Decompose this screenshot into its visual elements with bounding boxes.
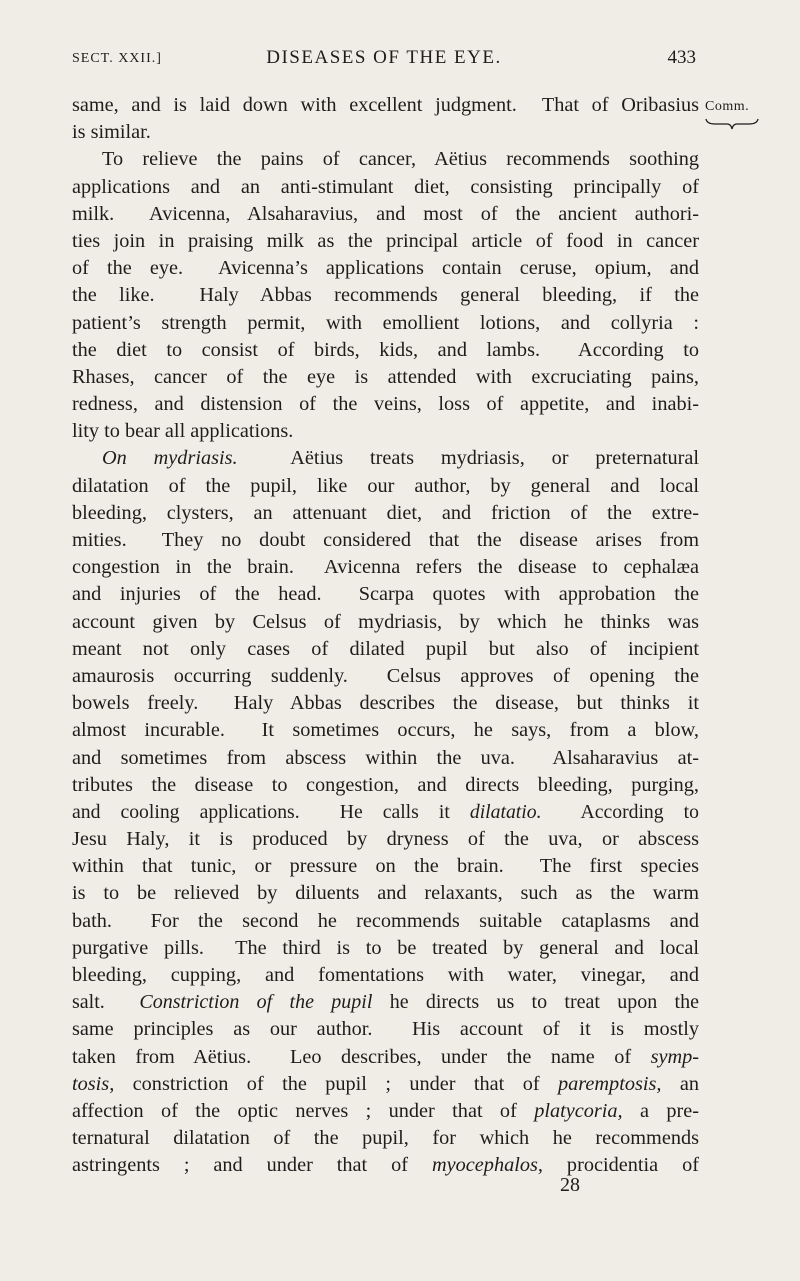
text-line [72,554,699,581]
page-title: DISEASES OF THE EYE. [266,47,502,68]
text-line [72,826,699,853]
text-line [72,908,699,935]
text-line [72,880,699,907]
line-text: applications and an anti-stimulant diet, consisting principally of [72,175,699,198]
text-line [72,690,699,717]
line-text: constriction of the pupil ; under that of [114,1072,558,1095]
text-line [72,853,699,880]
line-text: and cooling applications. He calls it [72,800,470,823]
text-line [72,799,699,826]
text-line [72,500,699,527]
italic-text: paremptosis, [557,1072,662,1095]
line-text: astringents ; and under that of [72,1154,433,1177]
line-text-end: procidentia of [542,1154,699,1177]
line-text: tributes the disease to congestion, and directs bleeding, purging, [72,773,699,796]
line-text: patient’s strength permit, with emollient lotions, and collyria : [72,311,699,334]
line-text: same principles as our author. His account of it is mostly [72,1018,699,1041]
text-line [72,1044,699,1071]
line-text: Rhases, cancer of the eye is attended with excruciating pains, [72,365,699,388]
text-line [72,255,699,282]
text-line [72,935,699,962]
section-label: SECT. XXII.] [72,51,162,66]
text-line [72,92,699,119]
line-text: Aëtius treats mydriasis, or preternatural [237,447,699,470]
line-text: taken from Aëtius. Leo describes, under the name of [72,1045,651,1068]
line-text: ties join in praising milk as the principal article of food in cancer [72,229,699,252]
line-text: is similar. [72,121,151,144]
line-text: congestion in the brain. Avicenna refers the disease to cephalæa [72,556,699,579]
line-text: mities. They no doubt considered that the disease arises from [72,529,699,551]
text-line [72,364,699,391]
line-text: purgative pills. The third is to be treated by general and local [72,936,699,959]
line-text: bleeding, cupping, and fomentations with water, vinegar, and [72,964,699,986]
text-line [72,174,699,201]
text-line [72,337,699,364]
text-line [72,609,699,636]
margin-note: Comm. [705,99,750,114]
text-line [72,146,699,173]
line-text: lity to bear all applications. [72,420,294,443]
brace-icon [705,118,759,130]
italic-text: On mydriasis. [102,447,238,470]
line-text-end: According to [541,800,699,823]
line-text: dilatation of the pupil, like our author, by general and local [72,474,699,497]
page-number: 433 [667,47,696,68]
signature-mark: 28 [560,1174,580,1196]
text-line [72,418,699,445]
line-text: within that tunic, or pressure on the brain. The first species [72,855,699,878]
text-line [72,1152,699,1179]
text-line [72,989,699,1016]
line-text: account given by Celsus of mydriasis, by which he thinks was [72,610,699,633]
text-line [72,962,699,989]
text-line [72,581,699,608]
line-text: the like. Haly Abbas recommends general bleeding, if the [72,284,699,307]
line-text: bath. For the second he recommends suitable cataplasms and [72,909,699,932]
text-line [72,636,699,663]
line-text: bowels freely. Haly Abbas describes the disease, but thinks it [72,692,699,715]
text-line [72,445,699,472]
line-text: Jesu Haly, it is produced by dryness of the uva, or abscess [72,828,699,851]
line-text: milk. Avicenna, Alsaharavius, and most of the ancient authori- [72,202,699,225]
text-line [72,473,699,500]
line-text: affection of the optic nerves ; under that of [72,1099,535,1122]
line-text: salt. [72,991,140,1014]
text-line [72,310,699,337]
line-text: bleeding, clysters, an attenuant diet, and friction of the extre- [72,501,699,524]
text-line [72,282,699,309]
line-text: and injuries of the head. Scarpa quotes with approbation the [72,583,699,606]
line-text: is to be relieved by diluents and relaxants, such as the warm [72,882,699,905]
text-line [72,1071,699,1098]
text-line [72,1016,699,1043]
text-line [72,745,699,772]
line-text-end: he directs us to treat upon the [372,991,699,1014]
text-line [72,772,699,799]
line-text: same, and is laid down with excellent judgment. That of Oribasius [72,94,699,116]
text-line [72,119,699,146]
italic-text: platycoria, [534,1099,623,1122]
line-text-end: a pre- [622,1099,699,1122]
line-text: ternatural dilatation of the pupil, for which he recommends [72,1127,699,1150]
line-text: redness, and distension of the veins, loss of appetite, and inabi- [72,393,699,416]
italic-text: myocephalos, [432,1154,543,1177]
text-line [72,391,699,418]
text-line [72,228,699,255]
line-text: and sometimes from abscess within the uva. Alsaharavius at- [72,746,699,769]
italic-text: dilatatio. [469,800,542,823]
text-line [72,201,699,228]
running-head [72,47,696,75]
line-text: amaurosis occurring suddenly. Celsus approves of opening the [72,664,699,687]
text-line [72,663,699,690]
line-text: meant not only cases of dilated pupil but also of incipient [72,637,699,660]
italic-text: Constriction of the pupil [139,991,373,1014]
text-line [72,1098,699,1125]
body-text [72,92,699,1180]
line-text: the diet to consist of birds, kids, and lambs. According to [72,338,699,361]
italic-text: tosis, [72,1072,115,1095]
text-line [72,527,699,554]
line-text: almost incurable. It sometimes occurs, he says, from a blow, [72,719,699,742]
line-text: To relieve the pains of cancer, Aëtius recommends soothing [102,148,699,171]
text-line [72,1125,699,1152]
text-line [72,717,699,744]
line-text: of the eye. Avicenna’s applications contain ceruse, opium, and [72,257,699,280]
line-text-end: an [661,1072,699,1095]
italic-text: symp- [650,1045,699,1068]
